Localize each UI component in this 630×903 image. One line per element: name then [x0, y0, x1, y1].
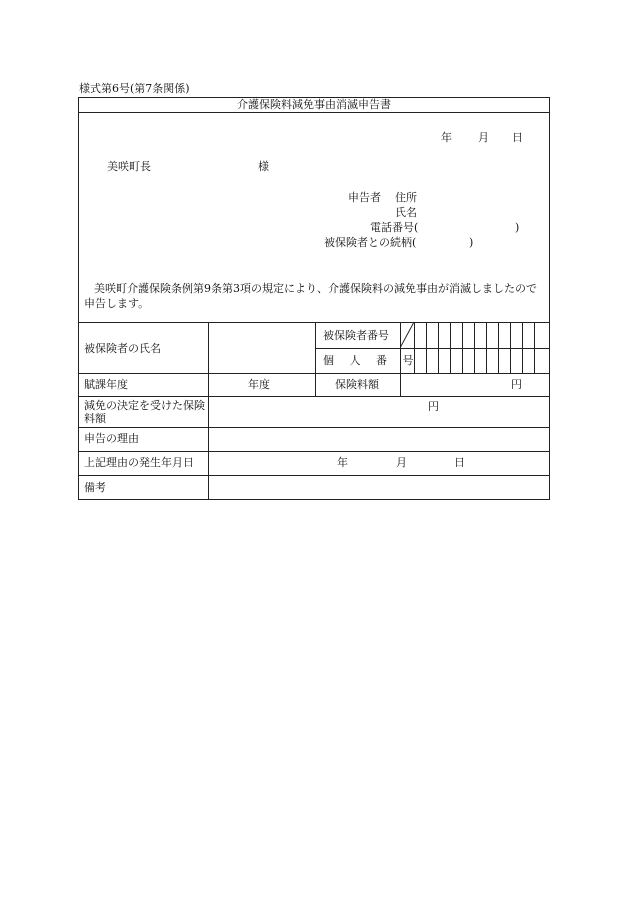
- label-column-line: [208, 322, 209, 500]
- addressee-name: 美咲町長: [107, 160, 151, 173]
- number-cell-line: [486, 322, 487, 373]
- number-cell-line: [462, 322, 463, 373]
- personal-number-label: 個 人 番 号: [323, 354, 420, 367]
- reason-label: 申告の理由: [84, 432, 139, 445]
- occurrence-year: 年: [337, 456, 348, 469]
- date-month: 月: [478, 131, 489, 144]
- diagonal-slash: [400, 322, 414, 348]
- occurrence-day: 日: [454, 456, 465, 469]
- declarant-label: 申告者: [348, 191, 381, 204]
- table-top-line: [78, 322, 550, 323]
- reduction-label: 減免の決定を受けた保険料額: [84, 399, 205, 425]
- reduction-unit: 円: [428, 400, 439, 413]
- form-number: 様式第6号(第7条関係): [79, 82, 190, 95]
- number-cell-line: [534, 322, 535, 373]
- number-cell-line: [450, 322, 451, 373]
- statement-text: 美咲町介護保険条例第9条第3項の規定により、介護保険料の減免事由が消滅しましたので申告します。: [84, 282, 537, 310]
- form-title: 介護保険料減免事由消滅申告書: [78, 97, 550, 113]
- number-cell-line: [510, 322, 511, 373]
- row-line-1: [78, 373, 550, 374]
- number-cell-line: [438, 322, 439, 373]
- phone-label: 電話番号(: [370, 221, 419, 234]
- row-line-4: [78, 451, 550, 452]
- row-line-3: [78, 427, 550, 428]
- remarks-label: 備考: [84, 481, 106, 494]
- name-label: 氏名: [395, 206, 417, 219]
- number-divider: [315, 348, 550, 349]
- premium-unit: 円: [511, 378, 522, 391]
- fiscal-year-unit: 年度: [248, 378, 270, 391]
- number-cell-line: [522, 322, 523, 373]
- middle-column-line: [315, 322, 316, 396]
- number-cell-line: [426, 322, 427, 373]
- insured-number-label: 被保険者番号: [323, 329, 389, 342]
- date-day: 日: [512, 131, 523, 144]
- occurrence-label: 上記理由の発生年月日: [84, 456, 194, 469]
- fiscal-year-label: 賦課年度: [84, 378, 128, 391]
- row-line-5: [78, 475, 550, 476]
- row-line-2: [78, 396, 550, 397]
- relation-label: 被保険者との続柄(: [324, 236, 417, 249]
- date-year: 年: [441, 131, 452, 144]
- number-cell-line: [474, 322, 475, 373]
- relation-close: ): [469, 236, 474, 249]
- address-label: 住所: [395, 191, 417, 204]
- phone-close: ): [515, 221, 520, 234]
- addressee-honorific: 様: [258, 160, 269, 173]
- premium-label: 保険料額: [335, 378, 379, 391]
- number-cell-line: [498, 322, 499, 373]
- insured-name-label: 被保険者の氏名: [84, 342, 161, 355]
- occurrence-month: 月: [396, 456, 407, 469]
